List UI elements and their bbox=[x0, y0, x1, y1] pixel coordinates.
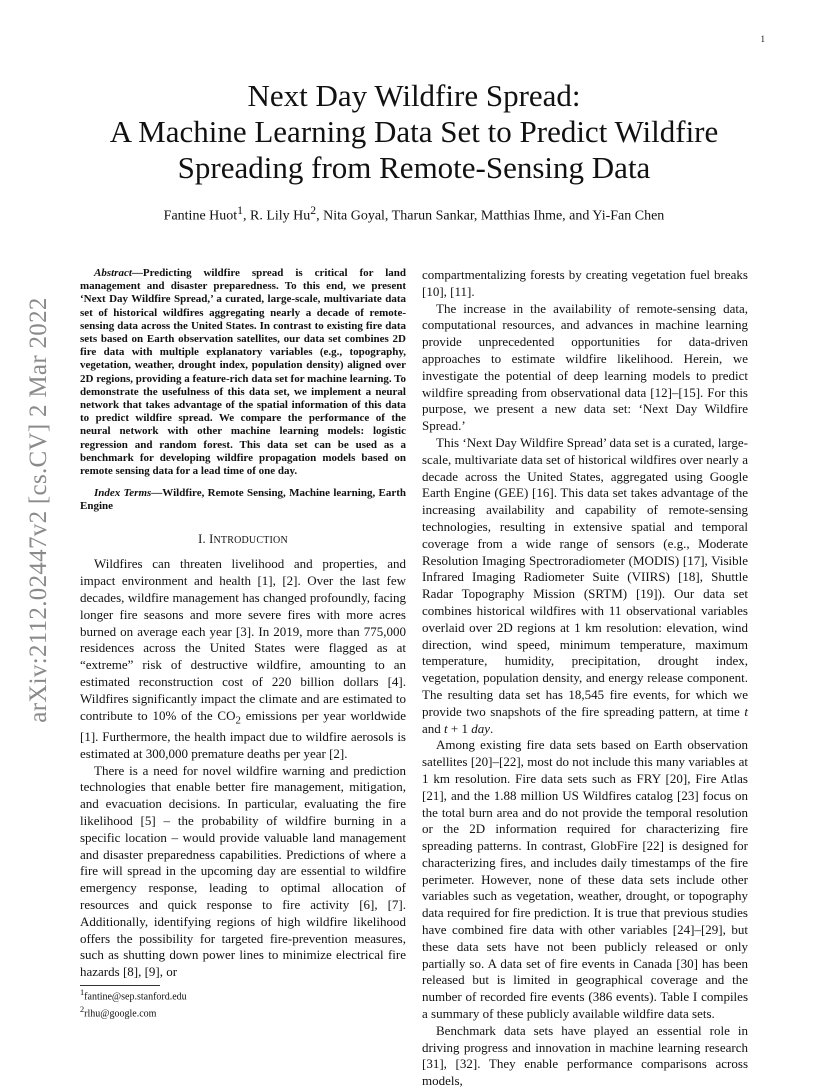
title-line-2: A Machine Learning Data Set to Predict Wildfire bbox=[109, 114, 719, 149]
paragraph-existing-datasets: Among existing fire data sets based on Earth observation satellites [20]–[22], most do not include this many variables at 1 km resolution. Fire data sets such as FRY [20], Fire Atlas [21], and the 1.88 million US Wildfires catalog [23] focus on the total burn area and do not provide the temporal resolution or the 2D information required for characterizing fire spreading patterns. In contrast, GlobFire [22] is designed for characterizing fires, and includes daily timestamps of the fire perimeter. However, none of these data sets include other variables such as vegetation, weather, drought, or topography data required for fire prediction. It is true that previous studies have combined fire data with other variables [24]–[29], but these data sets have not been publicly released or only partially so. A data set of fire events in Canada [30] has been released but is limited in geographical coverage and the number of recorded fire events (386 events). Table I compiles a summary of these publicly available wildfire data sets. bbox=[422, 737, 748, 1022]
author-1: Fantine Huot bbox=[163, 208, 238, 224]
abstract bbox=[80, 267, 406, 478]
index-terms-text: —Wildfire, Remote Sensing, Machine learning, Earth Engine bbox=[80, 487, 406, 513]
paper-title bbox=[80, 78, 748, 186]
arxiv-identifier-text: arXiv:2112.02447v2 [cs.CV] 2 Mar 2022 bbox=[25, 297, 52, 723]
title-line-3: Spreading from Remote-Sensing Data bbox=[177, 150, 651, 185]
authors-rest: , Nita Goyal, Tharun Sankar, Matthias Ihme, and Yi-Fan Chen bbox=[316, 208, 665, 224]
right-column bbox=[422, 267, 748, 1090]
intro-paragraph-2: There is a need for novel wildfire warning and prediction technologies that enable better fire management, mitigation, and evacuation decisions. In particular, evaluating the fire likelihood [5] – the probability of wildfire burning in a specific location – would provide valuable land management and disaster preparedness capabilities. Predictions of where a fire will spread in the upcoming day are essential to wildfire emergency response, leading to optimal allocation of resources and quick response to fire activity [6], [7]. Additionally, identifying regions of high wildfire likelihood offers the possibility for targeted fire-prevention measures, such as shutting down power lines to minimize electrical fire hazards [8], [9], or bbox=[80, 762, 406, 980]
index-terms-label: Index Terms bbox=[94, 487, 152, 500]
footnote-1: $^1$fantine@sep.stanford.edu bbox=[80, 988, 187, 1003]
left-column bbox=[80, 267, 406, 981]
paragraph-availability: The increase in the availability of remote-sensing data, computational resources, and advances in machine learning provide unprecedented opportunities for data-driven approaches to estimate wildfire likelihood. Herein, we investigate the potential of deep learning models to predict wildfire spreading from observational data [12]–[15]. For this purpose, we present a new data set: ‘Next Day Wildfire Spread.’ bbox=[422, 300, 748, 434]
abstract-label: Abstract bbox=[94, 267, 132, 279]
index-terms bbox=[80, 487, 406, 513]
title-line-1: Next Day Wildfire Spread: bbox=[247, 78, 581, 113]
author-2-affil-mark: 2 bbox=[310, 204, 317, 217]
email-1: fantine@sep.stanford.edu bbox=[84, 991, 187, 1003]
footnotes bbox=[80, 985, 406, 1021]
email-2: rlhu@google.com bbox=[84, 1008, 157, 1020]
author-2: , R. Lily Hu bbox=[243, 208, 311, 224]
abstract-text: —Predicting wildfire spread is critical for land management and disaster preparedness. To this end, we present ‘Next Day Wildfire Spread,’ a curated, large-scale, multivariate data set of historical wildfires aggregating nearly a decade of remote-sensing data across the United States. In contrast to existing fire data sets based on Earth observation satellites, our data set combines 2D fire data with multiple explanatory variables (e.g., topography, vegetation, weather, drought index, population density) aligned over 2D regions, providing a feature-rich data set for machine learning. To demonstrate the usefulness of this data set, we implement a neural network that takes advantage of the spatial information of this data to predict wildfire spread. We compare the performance of the neural network with other machine learning models: logistic regression and random forest. This data set can be used as a benchmark for developing wildfire propagation models based on remote sensing data for a lead time of one day. bbox=[80, 267, 406, 478]
paragraph-dataset-description: This ‘Next Day Wildfire Spread’ data set is a curated, large-scale, multivariate data set of historical wildfires over nearly a decade across the United States, aggregated using Google Earth Engine (GEE) [16]. This data set takes advantage of the increasing availability and capability of remote-sensing technologies, resulting in extensive spatial and temporal coverage from a wide range of sensors (e.g., Moderate Resolution Imaging Spectroradiometer (MODIS) [17], Visible Infrared Imaging Radiometer Suite (VIIRS) [18], Shuttle Radar Topography Mission (SRTM) [19]). Our data set combines historical wildfires with 11 observational variables overlaid over 2D regions at 1 km resolution: elevation, wind direction, wind speed, minimum temperature, maximum temperature, humidity, precipitation, drought index, vegetation, population density, and energy release component. The resulting data set has 18,545 fire events, for which we provide two snapshots of the fire spreading pattern, at time t and t + 1 day. bbox=[422, 434, 748, 736]
paragraph-benchmarks: Benchmark data sets have played an essential role in driving progress and innovation in machine learning research [31], [32]. They enable performance comparisons across models, bbox=[422, 1022, 748, 1089]
arxiv-identifier-stamp bbox=[22, 285, 56, 735]
footnote-2: $^2$rlhu@google.com bbox=[80, 1005, 157, 1020]
author-list bbox=[80, 204, 748, 225]
author-1-affil-mark: 1 bbox=[237, 204, 243, 217]
section-heading-introduction: I. INTRODUCTION bbox=[198, 531, 288, 546]
continued-paragraph: compartmentalizing forests by creating vegetation fuel breaks [10], [11]. bbox=[422, 267, 748, 299]
intro-paragraph-1: Wildfires can threaten livelihood and properties, and impact environment and health [1], [2]. Over the last few decades, wildfire management has changed profoundly, facing longer fire seasons and more severe fires with more acres burned on average each year [3]. In 2019, more than 775,000 residences across the United States were flagged as at “extreme” risk of destructive wildfire, amounting to an estimated reconstruction cost of 220 billion dollars [4]. Wildfires significantly impact the climate and are estimated to contribute to 10% of the $CO_2$ emissions per year worldwide [1]. Furthermore, the health impact due to wildfire aerosols is estimated at 300,000 premature deaths per year [2]. bbox=[80, 556, 406, 761]
page-number: 1 bbox=[760, 34, 765, 44]
